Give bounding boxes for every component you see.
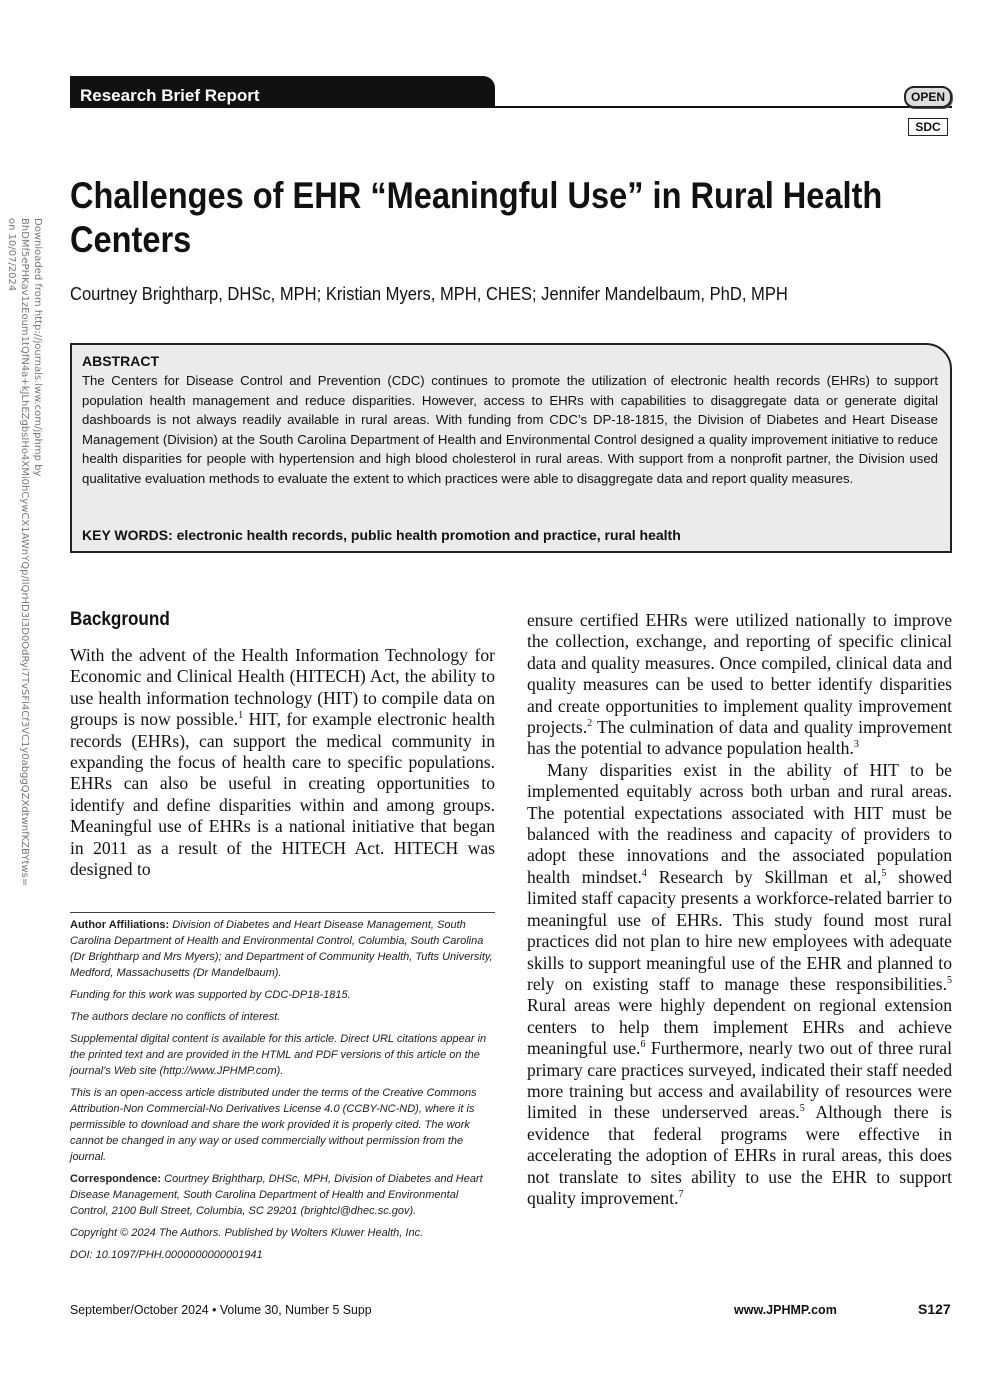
paragraph: Many disparities exist in the ability of HIT to be implemented equitably across both urban and rural areas. The potential expectations associated with HIT must be balanced with the readiness and capacity of providers to adopt these innovations and the associated population health mindset.$^4$ Research by Skillman et al,$^5$ showed limited staff capacity presents a workforce-related barrier to meaningful use of EHRs. This study found most rural practices did not plan to hire new employees with adequate skills to support meaningful use of the EHR and planned to rely on existing staff to manage these responsibilities.$^5$ Rural areas were highly dependent on regional extension centers to help them implement EHRs and achieve meaningful use.$^6$ Furthermore, nearly two out of three rural primary care practices surveyed, indicated their staff needed more training but access and availability of resources were limited in these underserved areas.$^5$ Although there is evidence that federal programs were effective in accelerating the adoption of EHRs in rural areas, this does not translate to sites ability to use the EHR to support quality improvement.$^7$ — [527, 759, 953, 1208]
citation[interactable]: 6 — [640, 1039, 646, 1051]
correspondence-note: Correspondence: Courtney Brightharp, DHSc, MPH, Division of Diabetes and Heart Disease Management, South Carolina Department of Health and Environmental Control, 2100 Bull Street, Columbia, SC 29201 (brightcl@dhec.sc.gov). — [70, 1173, 483, 1217]
keywords: KEY WORDS: electronic health records, public health promotion and practice, rural health — [82, 527, 681, 543]
article-authors: Courtney Brightharp, DHSc, MPH; Kristian Myers, MPH, CHES; Jennifer Mandelbaum, PhD, MPH — [70, 284, 788, 304]
author-affiliations: Author Affiliations: Division of Diabetes and Heart Disease Management, South Carolina Department of Health and Environmental Control, Columbia, South Carolina (Dr Brightharp and Mrs Myers); and Department of Community Health, Tufts University, Medford, Massachusetts (Dr Mandelbaum). — [70, 919, 493, 979]
citation[interactable]: 7 — [678, 1189, 684, 1201]
citation[interactable]: 2 — [587, 718, 593, 730]
supplemental-note: Supplemental digital content is available for this article. Direct URL citations appear in the printed text and are provided in the HTML and PDF versions of this article on the journal’s Web site (http://www.JPHMP.com). — [70, 1033, 487, 1077]
citation[interactable]: 4 — [641, 868, 647, 880]
paragraph: ensure certified EHRs were utilized nationally to improve the collection, exchange, and reporting of specific clinical data and quality measures. Once compiled, clinical data and quality measures can be used to better identify disparities and create opportunities to implement quality improvement projects.$^2$ The culmination of data and quality improvement has the potential to advance population health.$^3$ — [527, 610, 952, 759]
paragraph: With the advent of the Health Information Technology for Economic and Clinical Health (HITECH) Act, the ability to use health information technology (HIT) to compile data on groups is now possible.$^1$ HIT, for example electronic health records (EHRs), can support the medical community in expanding the focus of health care to specific populations. EHRs can also be useful in creating opportunities to identify and define disparities within and among groups. Meaningful use of EHRs is a national initiative that began in 2011 as a result of the HITECH Act. HITECH was designed to — [70, 645, 495, 880]
citation[interactable]: 5 — [881, 868, 887, 880]
abstract-body: The Centers for Disease Control and Prevention (CDC) continues to promote the utilization of electronic health records (EHRs) to support population health management and reduce disparities. However, access to EHRs with capabilities to disaggregate data or generate digital dashboards is not always readily available in rural areas. With funding from CDC’s DP-18-1815, the Division of Diabetes and Heart Disease Management (Division) at the South Carolina Department of Health and Environmental Control designed a quality improvement initiative to reduce health disparities for people with hypertension and high blood cholesterol in rural areas. With support from a nonprofit partner, the Division used qualitative evaluation methods to evaluate the extent to which practices were able to disaggregate data and report quality measures. — [82, 373, 938, 486]
body-column-right — [527, 610, 952, 1209]
open-access-badge: OPEN — [904, 86, 952, 108]
footnotes — [70, 917, 498, 1269]
abstract-heading: ABSTRACT — [82, 353, 159, 369]
header-rule — [495, 106, 952, 108]
issue-info: September/October 2024 • Volume 30, Number 5 Supp — [70, 1302, 372, 1317]
section-label: Research Brief Report — [80, 86, 260, 105]
doi[interactable]: DOI: 10.1097/PHH.0000000000001941 — [70, 1249, 263, 1261]
footnote-rule — [70, 912, 495, 913]
page-number: S127 — [918, 1301, 951, 1317]
citation[interactable]: 3 — [853, 739, 859, 751]
citation[interactable]: 1 — [238, 710, 244, 722]
sdc-badge: SDC — [908, 118, 948, 136]
section-heading-background: Background — [70, 609, 170, 630]
citation[interactable]: 5 — [799, 1103, 805, 1115]
article-title: Challenges of EHR “Meaningful Use” in Rural Health Centers — [70, 175, 883, 260]
conflicts-note: The authors declare no conflicts of interest. — [70, 1011, 281, 1023]
copyright-note: Copyright © 2024 The Authors. Published by Wolters Kluwer Health, Inc. — [70, 1227, 424, 1239]
funding-note: Funding for this work was supported by CDC-DP18-1815. — [70, 989, 351, 1001]
body-column-left — [70, 645, 495, 880]
journal-url[interactable]: www.JPHMP.com — [734, 1303, 837, 1317]
license-note: This is an open-access article distributed under the terms of the Creative Commons Attribution-Non Commercial-No Derivatives License 4.0 (CCBY-NC-ND), where it is permissible to download and share the work provided it is properly cited. The work cannot be changed in any way or used commercially without permission from the journal. — [70, 1087, 477, 1163]
download-watermark: Downloaded from http://journals.lww.com/jphmp by BhDMf5ePHKav1zEoum1tQfN4a+kJLhEZgbsIHo4XMi0hCywCX1AWnYQp/IlQrHD3i3D0OdRyi7TvSFl4Cf3VC1y0abggQZXdtwnfKZBYtws= on 10/07/2024 — [6, 218, 43, 887]
citation[interactable]: 5 — [947, 975, 952, 987]
